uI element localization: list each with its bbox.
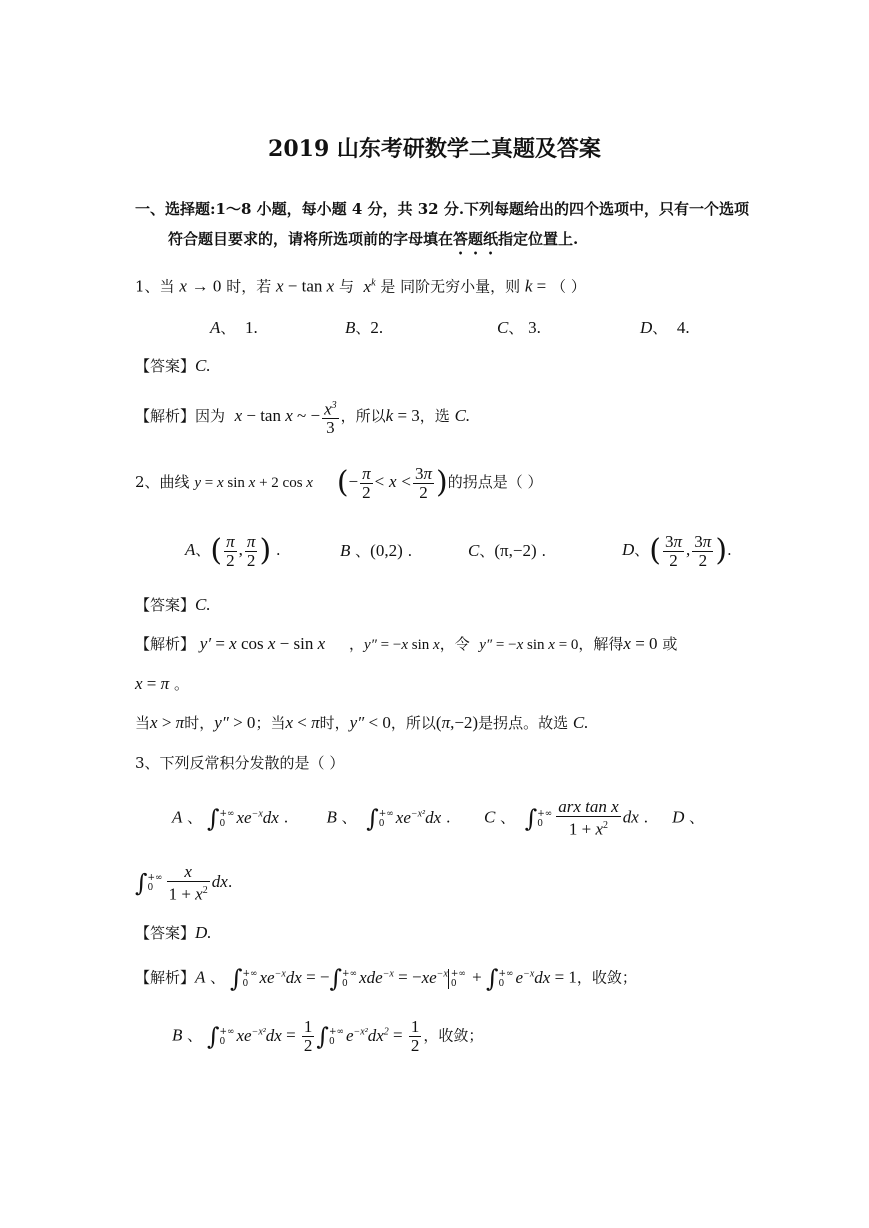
q1-option-c-letter: C bbox=[497, 318, 509, 337]
q3-conv-b: ，收敛； bbox=[423, 1026, 484, 1045]
q3-answer-label: 【答案】 bbox=[135, 924, 196, 942]
q2-answer-value: C. bbox=[195, 595, 211, 614]
q3-analysis-label: 【解析】 bbox=[135, 968, 196, 987]
section-heading bbox=[135, 198, 749, 220]
q3-stem bbox=[135, 752, 344, 774]
q2-option-c-letter: C bbox=[468, 541, 480, 560]
section-line2-dots: 答题纸 bbox=[453, 230, 499, 248]
q3-option-b-letter: B bbox=[326, 807, 337, 827]
q2-analysis: 【解析】 y′ = x cos x − sin x ，y″ = −x sin x，令 y″ = −x sin x = 0，解得x = 0 或 bbox=[135, 634, 678, 653]
q1-analysis-c: ，选 bbox=[419, 407, 450, 425]
q1-answer-label: 【答案】 bbox=[135, 357, 196, 375]
q3-analysis: 【解析】A 、 ∫ +∞ 0 $xe^{-x}dx$ = −∫ +∞ 0 $xde^{-x} = -xe^{-x}$ +∞ 0 + ∫ +∞ 0 $e^{-x}dx = 1$，收敛； bbox=[135, 964, 637, 993]
q1-analysis-a: 因为 bbox=[195, 407, 226, 425]
q2-answer bbox=[135, 594, 211, 616]
section-heading-line2 bbox=[168, 228, 578, 258]
q2-line3-b: 时， bbox=[184, 714, 215, 732]
q2-line3-a: 当 bbox=[135, 714, 151, 732]
q1-option-b: B、2. bbox=[345, 318, 384, 337]
q1-analysis: 【解析】因为 x − tan x ~ − $\frac{x^3}{3}$ ，所以k = 3，选 C. bbox=[135, 392, 470, 440]
q1-option-b-value: 2. bbox=[370, 318, 384, 337]
q1-option-a-value: 1. bbox=[244, 318, 258, 337]
q2-option-a-letter: A bbox=[185, 540, 196, 559]
q1-analysis-label: 【解析】 bbox=[135, 407, 196, 425]
q1-option-d-value: 4. bbox=[676, 318, 690, 337]
q1-answer bbox=[135, 355, 211, 377]
q1-option-c: C、 3. bbox=[497, 318, 541, 337]
q3-conv-a: ，收敛； bbox=[576, 968, 637, 987]
q1-analysis-d: C. bbox=[454, 406, 471, 425]
q1-stem-b: 时，若 bbox=[226, 277, 272, 296]
q2-analysis-b: ，解得 bbox=[578, 635, 624, 653]
q1-option-c-value: 3. bbox=[528, 318, 541, 337]
q3-option-a-letter: A bbox=[172, 807, 183, 827]
q3-options-row: A 、 ∫ +∞ 0 $xe^{-x}dx$ . B 、 ∫ +∞ 0 $xe^{-x^2}dx$ . C 、 ∫ +∞ 0 $\frac{\text{arx tan x}}{1 + x^2}$ dx . D 、 bbox=[172, 797, 705, 839]
q2-analysis-line2: x = π 。 bbox=[135, 674, 189, 693]
q2-option-b-letter: B bbox=[340, 541, 351, 560]
section-line2a: 符合题目要求的，请将所选项前的字母填在 bbox=[168, 230, 454, 248]
q1-option-b-letter: B bbox=[345, 318, 356, 337]
q2-option-b-value: (0,2) bbox=[370, 541, 403, 560]
page-title: 2019 山东考研数学二真题及答案 bbox=[268, 136, 601, 162]
q2-line3-f: 是拐点。故选 bbox=[478, 714, 569, 732]
q3-option-c-letter: C bbox=[484, 807, 496, 827]
section-line2b: 指定位置上. bbox=[498, 230, 579, 248]
q1-analysis-b: ，所以 bbox=[340, 407, 386, 425]
q3-option-d-letter: D bbox=[672, 807, 685, 827]
q3-option-d: ∫ +∞ 0 $\frac{x}{1 + x^2}$ dx. bbox=[135, 861, 233, 904]
q2-line3-d: 时， bbox=[319, 714, 350, 732]
q2-option-a: A、( $\frac{\pi}{2}$ , $\frac{\pi}{2}$ ) . bbox=[185, 531, 281, 570]
q2-analysis-line3: 当x > π时，y″ > 0；当x < π时，y″ < 0，所以(π,−2)是拐点。故选 C. bbox=[135, 713, 589, 732]
q1-stem-d: 是 同阶无穷小量，则 bbox=[380, 277, 521, 296]
q2-option-c: C、(π,−2) . bbox=[468, 541, 547, 560]
q2-line3-e: ，所以 bbox=[390, 714, 436, 732]
q2-stem-b: 的拐点是（ ） bbox=[447, 473, 543, 491]
q2-option-d-letter: D bbox=[622, 540, 635, 559]
q3-answer-value: D. bbox=[195, 923, 212, 942]
q2-analysis-a: ，令 bbox=[439, 635, 470, 653]
q2-stem: 2、曲线 y = x sin x + 2 cos x (− $\frac{\pi}{2}$ < x < $\frac{3\pi}{2}$ )的拐点是（ ） bbox=[135, 463, 543, 502]
q2-line3-g: C. bbox=[572, 713, 589, 732]
q1-stem: 1、当 x → 0 时，若 x − tan x 与 $x^k$ 是 同阶无穷小量，则 k = （ ） bbox=[135, 276, 586, 296]
q1-stem-c: 与 bbox=[338, 277, 354, 296]
q2-option-d: D、( $\frac{3\pi}{2}$ , $\frac{3\pi}{2}$ ). bbox=[622, 531, 732, 570]
q1-option-a: A、 1. bbox=[210, 318, 258, 337]
q1-answer-value: C. bbox=[195, 356, 211, 375]
q2-answer-label: 【答案】 bbox=[135, 596, 196, 614]
q2-option-c-value: (π,−2) bbox=[494, 541, 537, 560]
q3-stem-text: 3、下列反常积分发散的是（ ） bbox=[135, 754, 345, 772]
q1-option-d-letter: D bbox=[640, 318, 653, 337]
q3-answer bbox=[135, 922, 212, 944]
q2-option-b: B 、(0,2) . bbox=[340, 541, 413, 560]
q1-stem-a: 1、当 bbox=[135, 277, 175, 296]
q1-stem-e: （ ） bbox=[551, 277, 586, 296]
q1-option-d: D、 4. bbox=[640, 318, 690, 337]
section-line1: 一、选择题:1～8 小题，每小题 4 分，共 32 分.下列每题给出的四个选项中，只有一个选项 bbox=[135, 200, 750, 218]
q2-analysis-label: 【解析】 bbox=[135, 635, 196, 653]
q1-option-a-letter: A bbox=[210, 318, 221, 337]
q2-line3-c: ；当 bbox=[255, 714, 286, 732]
q3-analysis-b: B 、 ∫ +∞ 0 $xe^{-x^2}dx$ = $\frac{1}{2}$ ∫ +∞ 0 $e^{-x^2}dx^2$ = $\frac{1}{2}$ ，收敛； bbox=[172, 1017, 484, 1056]
q2-stem-a: 2、曲线 bbox=[135, 473, 190, 491]
q2-analysis-c: 或 bbox=[662, 635, 678, 653]
